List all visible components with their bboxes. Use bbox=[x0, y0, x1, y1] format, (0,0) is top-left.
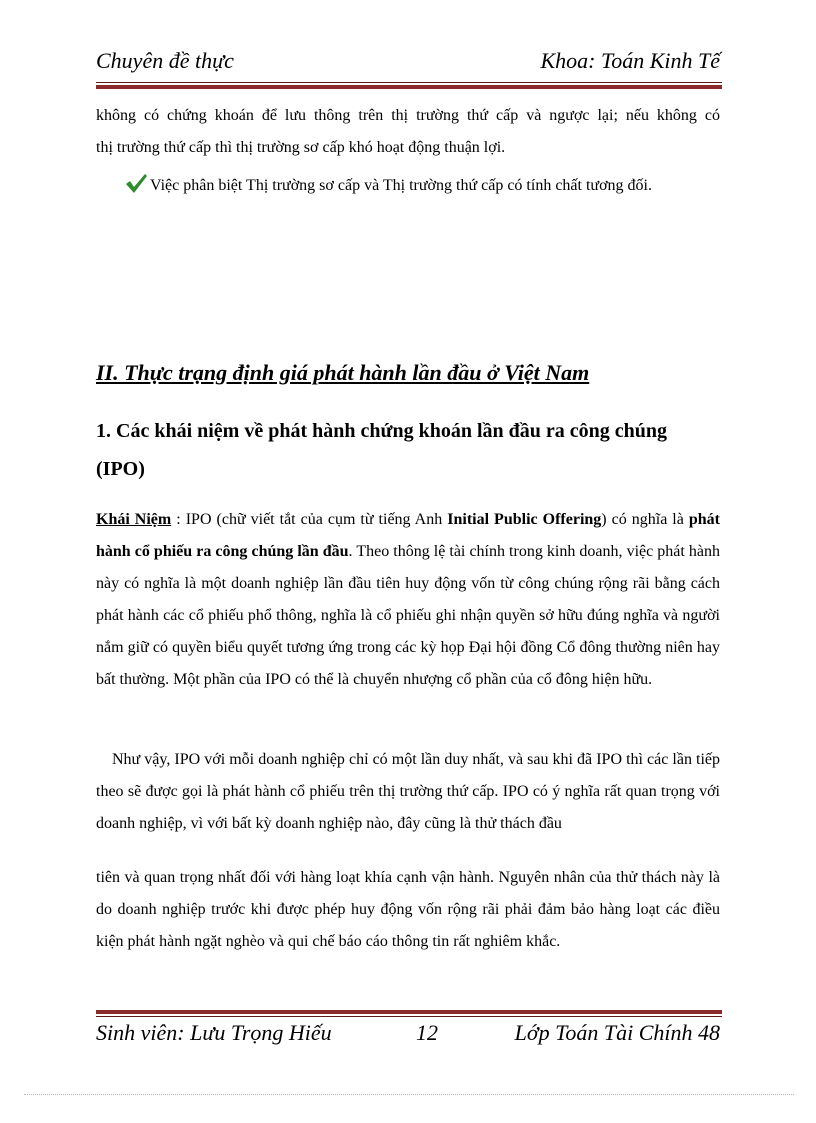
definition-paragraph bbox=[96, 504, 720, 696]
definition-text-3: . Theo thông lệ tài chính trong kinh doanh, việc phát hành này có nghĩa là một doanh nghiệp lần đầu tiên huy động vốn từ công chúng rộng rãi bằng cách phát hành các cổ phiếu phổ thông, nghĩa là cổ phiếu ghi nhận quyền sở hữu đúng nghĩa và người nắm giữ có quyền biểu quyết tương ứng trong các kỳ họp Đại hội đồng Cổ đông thường niên hay bất thường. Một phần của IPO có thể là chuyển nhượng cổ phần của cổ đông hiện hữu. bbox=[96, 543, 721, 688]
intro-paragraph bbox=[96, 100, 720, 164]
page-footer bbox=[96, 1020, 720, 1050]
footer-right: Lớp Toán Tài Chính 48 bbox=[514, 1020, 720, 1045]
subsection-heading: 1. Các khái niệm về phát hành chứng khoán lần đầu ra công chúng (IPO) bbox=[96, 420, 668, 480]
definition-text-1: : IPO (chữ viết tắt của cụm từ tiếng Anh bbox=[171, 511, 448, 528]
check-icon bbox=[124, 172, 148, 194]
definition-text-2: ) có nghĩa là bbox=[601, 511, 689, 528]
section-heading: II. Thực trạng định giá phát hành lần đầu ở Việt Nam bbox=[96, 360, 590, 385]
page-number: 12 bbox=[416, 1020, 438, 1045]
definition-term: Khái Niệm bbox=[96, 511, 172, 528]
definition-bold-2: phát hành cổ phiếu ra công chúng lần đầu bbox=[96, 511, 720, 560]
intro-line-1: không có chứng khoán để lưu thông trên thị trường thứ cấp và ngược lại; nếu không có bbox=[96, 107, 720, 124]
header-right: Khoa: Toán Kinh Tế bbox=[540, 48, 720, 73]
check-note-text: Việc phân biệt Thị trường sơ cấp và Thị trường thứ cấp có tính chất tương đối. bbox=[150, 177, 652, 194]
footer-left: Sinh viên: Lưu Trọng Hiếu bbox=[96, 1020, 332, 1045]
intro-line-2: thị trường thứ cấp thì thị trường sơ cấp khó hoạt động thuận lợi. bbox=[96, 139, 506, 156]
paragraph-3: tiên và quan trọng nhất đối với hàng loạt khía cạnh vận hành. Nguyên nhân của thử thách này là do doanh nghiệp trước khi được phép huy động vốn rộng rãi phải đảm bảo hàng loạt các điều kiện phát hành ngặt nghèo và qui chế báo cáo thông tin rất nghiêm khắc. bbox=[96, 869, 720, 950]
page-bottom-dotted-line bbox=[24, 1094, 794, 1095]
footer-rule bbox=[96, 1010, 722, 1017]
header-rule bbox=[96, 82, 722, 89]
definition-bold-1: Initial Public Offering bbox=[447, 511, 602, 528]
paragraph-2: Như vậy, IPO với mỗi doanh nghiệp chỉ có một lần duy nhất, và sau khi đã IPO thì các lần tiếp theo sẽ được gọi là phát hành cổ phiếu trên thị trường thứ cấp. IPO có ý nghĩa rất quan trọng với doanh nghiệp, vì với bất kỳ doanh nghiệp nào, đây cũng là thử thách đầu bbox=[96, 751, 720, 832]
page-header bbox=[96, 48, 720, 78]
header-left: Chuyên đề thực bbox=[96, 48, 234, 73]
check-note bbox=[124, 170, 724, 202]
